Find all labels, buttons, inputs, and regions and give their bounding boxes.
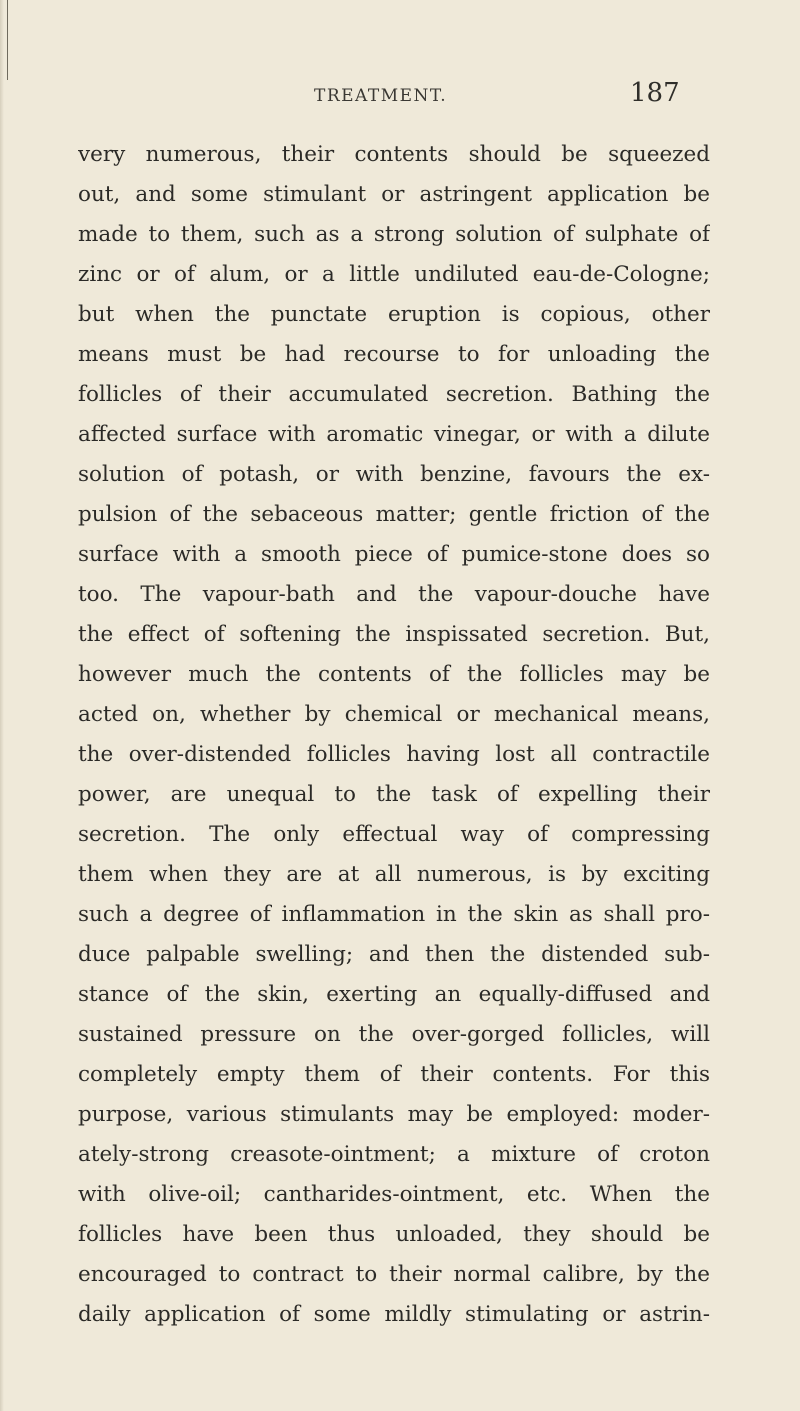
text-line: with olive-oil; cantharides-ointment, etc. When the xyxy=(78,1182,710,1207)
text-line: purpose, various stimulants may be employed: moder- xyxy=(78,1102,710,1127)
text-line: follicles have been thus unloaded, they should be xyxy=(78,1222,710,1247)
text-line: out, and some stimulant or astringent application be xyxy=(78,182,710,207)
page-header xyxy=(0,80,800,120)
text-line: acted on, whether by chemical or mechanical means, xyxy=(78,702,710,727)
text-line: but when the punctate eruption is copious, other xyxy=(78,302,710,327)
body-text xyxy=(78,135,710,1335)
text-line: secretion. The only effectual way of compressing xyxy=(78,822,710,847)
binding-line xyxy=(7,0,8,80)
page-number: 187 xyxy=(630,78,680,108)
text-line: power, are unequal to the task of expelling their xyxy=(78,782,710,807)
text-line: duce palpable swelling; and then the distended sub- xyxy=(78,942,710,967)
text-line: however much the contents of the follicles may be xyxy=(78,662,710,687)
text-line: daily application of some mildly stimulating or astrin- xyxy=(78,1302,710,1327)
page-edge xyxy=(0,0,4,1411)
text-line: completely empty them of their contents. For this xyxy=(78,1062,710,1087)
text-line: too. The vapour-bath and the vapour-douche have xyxy=(78,582,710,607)
text-line: the over-distended follicles having lost all contractile xyxy=(78,742,710,767)
text-line: pulsion of the sebaceous matter; gentle friction of the xyxy=(78,502,710,527)
text-line: follicles of their accumulated secretion. Bathing the xyxy=(78,382,710,407)
text-line: made to them, such as a strong solution of sulphate of xyxy=(78,222,710,247)
text-line: solution of potash, or with benzine, favours the ex- xyxy=(78,462,710,487)
text-line: means must be had recourse to for unloading the xyxy=(78,342,710,367)
text-line: affected surface with aromatic vinegar, or with a dilute xyxy=(78,422,710,447)
text-line: the effect of softening the inspissated secretion. But, xyxy=(78,622,710,647)
text-line: sustained pressure on the over-gorged follicles, will xyxy=(78,1022,710,1047)
text-line: ately-strong creasote-ointment; a mixture of croton xyxy=(78,1142,710,1167)
text-line: stance of the skin, exerting an equally-diffused and xyxy=(78,982,710,1007)
text-line: zinc or of alum, or a little undiluted eau-de-Cologne; xyxy=(78,262,710,287)
text-line: such a degree of inflammation in the skin as shall pro- xyxy=(78,902,710,927)
text-line: encouraged to contract to their normal calibre, by the xyxy=(78,1262,710,1287)
text-line: very numerous, their contents should be squeezed xyxy=(78,142,710,167)
running-head: TREATMENT. xyxy=(314,86,448,106)
text-line: surface with a smooth piece of pumice-stone does so xyxy=(78,542,710,567)
text-line: them when they are at all numerous, is by exciting xyxy=(78,862,710,887)
